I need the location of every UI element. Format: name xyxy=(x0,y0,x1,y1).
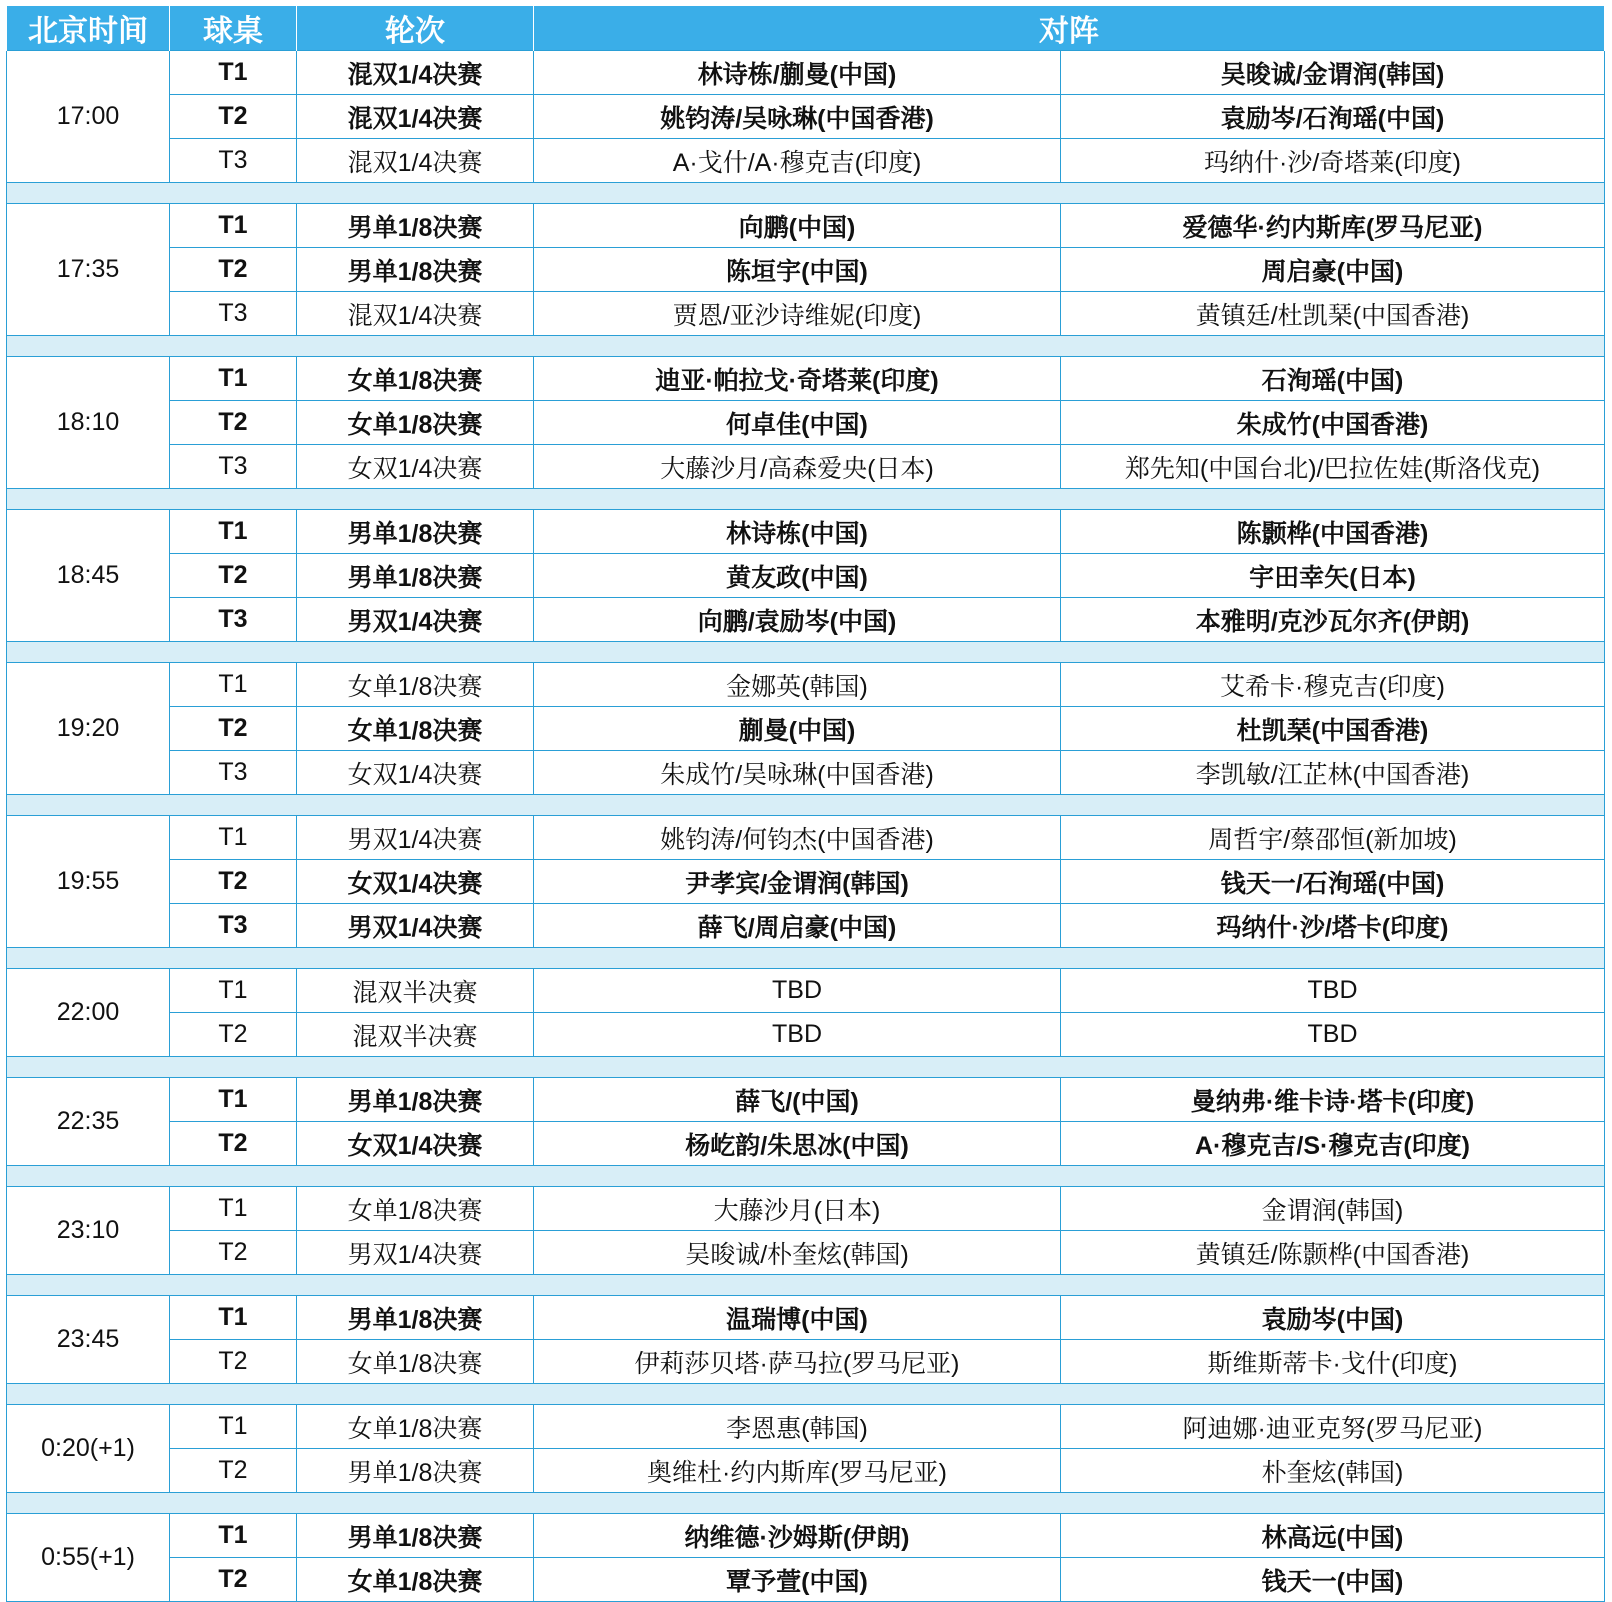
table-cell: T2 xyxy=(170,1122,297,1166)
table-cell: T2 xyxy=(170,95,297,139)
session-separator xyxy=(7,1384,1605,1405)
table-cell: T3 xyxy=(170,292,297,336)
table-cell: T1 xyxy=(170,1296,297,1340)
player1-cell: 姚钧涛/吴咏琳(中国香港) xyxy=(534,95,1061,139)
separator-cell xyxy=(7,1166,1605,1187)
round-cell: 女双1/4决赛 xyxy=(297,751,534,795)
round-cell: 女单1/8决赛 xyxy=(297,357,534,401)
table-row xyxy=(7,860,1605,904)
player2-cell: 周哲宇/蔡邵恒(新加坡) xyxy=(1061,816,1605,860)
separator-cell xyxy=(7,336,1605,357)
round-cell: 混双1/4决赛 xyxy=(297,95,534,139)
player1-cell: 薛飞/(中国) xyxy=(534,1078,1061,1122)
table-row xyxy=(7,707,1605,751)
player1-cell: 纳维德·沙姆斯(伊朗) xyxy=(534,1514,1061,1558)
session-separator xyxy=(7,1493,1605,1514)
player2-cell: 林高远(中国) xyxy=(1061,1514,1605,1558)
session-separator xyxy=(7,642,1605,663)
player1-cell: 朱成竹/吴咏琳(中国香港) xyxy=(534,751,1061,795)
player1-cell: 奥维杜·约内斯库(罗马尼亚) xyxy=(534,1449,1061,1493)
player1-cell: 迪亚·帕拉戈·奇塔莱(印度) xyxy=(534,357,1061,401)
round-cell: 男双1/4决赛 xyxy=(297,816,534,860)
separator-cell xyxy=(7,1057,1605,1078)
round-cell: 混双1/4决赛 xyxy=(297,292,534,336)
table-row xyxy=(7,751,1605,795)
player1-cell: 蒯曼(中国) xyxy=(534,707,1061,751)
round-cell: 男双1/4决赛 xyxy=(297,598,534,642)
table-row xyxy=(7,1449,1605,1493)
table-row xyxy=(7,1558,1605,1602)
separator-cell xyxy=(7,183,1605,204)
separator-cell xyxy=(7,642,1605,663)
session-time: 0:55(+1) xyxy=(7,1514,170,1602)
table-row xyxy=(7,292,1605,336)
session-separator xyxy=(7,1275,1605,1296)
round-cell: 女双1/4决赛 xyxy=(297,1122,534,1166)
table-row xyxy=(7,1405,1605,1449)
table-cell: T1 xyxy=(170,1187,297,1231)
table-row xyxy=(7,1122,1605,1166)
player2-cell: 阿迪娜·迪亚克努(罗马尼亚) xyxy=(1061,1405,1605,1449)
table-cell: T2 xyxy=(170,401,297,445)
player2-cell: TBD xyxy=(1061,969,1605,1013)
player2-cell: TBD xyxy=(1061,1013,1605,1057)
player2-cell: 陈颢桦(中国香港) xyxy=(1061,510,1605,554)
table-row xyxy=(7,1187,1605,1231)
table-row xyxy=(7,1340,1605,1384)
player2-cell: 斯维斯蒂卡·戈什(印度) xyxy=(1061,1340,1605,1384)
table-row xyxy=(7,510,1605,554)
round-cell: 女双1/4决赛 xyxy=(297,445,534,489)
round-cell: 女单1/8决赛 xyxy=(297,1187,534,1231)
table-cell: T1 xyxy=(170,816,297,860)
session-separator xyxy=(7,336,1605,357)
table-cell: T2 xyxy=(170,707,297,751)
session-time: 22:35 xyxy=(7,1078,170,1166)
player1-cell: 向鹏(中国) xyxy=(534,204,1061,248)
player2-cell: 艾希卡·穆克吉(印度) xyxy=(1061,663,1605,707)
table-cell: T3 xyxy=(170,904,297,948)
session-time: 18:10 xyxy=(7,357,170,489)
player2-cell: 朱成竹(中国香港) xyxy=(1061,401,1605,445)
table-cell: T2 xyxy=(170,1013,297,1057)
table-cell: T1 xyxy=(170,1078,297,1122)
table-cell: T3 xyxy=(170,598,297,642)
table-cell: T3 xyxy=(170,751,297,795)
table-row xyxy=(7,1231,1605,1275)
round-cell: 混双半决赛 xyxy=(297,1013,534,1057)
schedule-table xyxy=(6,6,1605,1602)
separator-cell xyxy=(7,1384,1605,1405)
round-cell: 男单1/8决赛 xyxy=(297,1296,534,1340)
header-round: 轮次 xyxy=(297,6,534,51)
player1-cell: 林诗栋(中国) xyxy=(534,510,1061,554)
session-separator xyxy=(7,795,1605,816)
table-cell: T3 xyxy=(170,139,297,183)
player1-cell: 黄友政(中国) xyxy=(534,554,1061,598)
table-row xyxy=(7,598,1605,642)
table-cell: T1 xyxy=(170,51,297,95)
round-cell: 男单1/8决赛 xyxy=(297,554,534,598)
session-time: 17:35 xyxy=(7,204,170,336)
session-time: 18:45 xyxy=(7,510,170,642)
table-cell: T2 xyxy=(170,1449,297,1493)
player1-cell: TBD xyxy=(534,1013,1061,1057)
player2-cell: 郑先知(中国台北)/巴拉佐娃(斯洛伐克) xyxy=(1061,445,1605,489)
table-row xyxy=(7,969,1605,1013)
separator-cell xyxy=(7,795,1605,816)
player2-cell: 黄镇廷/杜凯琹(中国香港) xyxy=(1061,292,1605,336)
round-cell: 女单1/8决赛 xyxy=(297,663,534,707)
round-cell: 男单1/8决赛 xyxy=(297,248,534,292)
table-cell: T1 xyxy=(170,510,297,554)
player2-cell: 周启豪(中国) xyxy=(1061,248,1605,292)
table-row xyxy=(7,1514,1605,1558)
header-matchup: 对阵 xyxy=(534,6,1605,51)
player2-cell: A·穆克吉/S·穆克吉(印度) xyxy=(1061,1122,1605,1166)
table-row xyxy=(7,357,1605,401)
separator-cell xyxy=(7,489,1605,510)
player2-cell: 黄镇廷/陈颢桦(中国香港) xyxy=(1061,1231,1605,1275)
table-row xyxy=(7,904,1605,948)
table-cell: T1 xyxy=(170,663,297,707)
player2-cell: 本雅明/克沙瓦尔齐(伊朗) xyxy=(1061,598,1605,642)
round-cell: 女单1/8决赛 xyxy=(297,401,534,445)
header-beijing-time: 北京时间 xyxy=(7,6,170,51)
round-cell: 混双1/4决赛 xyxy=(297,51,534,95)
round-cell: 男单1/8决赛 xyxy=(297,1078,534,1122)
session-time: 22:00 xyxy=(7,969,170,1057)
player2-cell: 宇田幸矢(日本) xyxy=(1061,554,1605,598)
separator-cell xyxy=(7,1275,1605,1296)
schedule-body xyxy=(7,51,1605,1602)
table-row xyxy=(7,51,1605,95)
player1-cell: 温瑞博(中国) xyxy=(534,1296,1061,1340)
player1-cell: 尹孝宾/金谓润(韩国) xyxy=(534,860,1061,904)
round-cell: 女双1/4决赛 xyxy=(297,860,534,904)
player2-cell: 玛纳什·沙/塔卡(印度) xyxy=(1061,904,1605,948)
table-cell: T1 xyxy=(170,969,297,1013)
table-row xyxy=(7,554,1605,598)
table-cell: T2 xyxy=(170,860,297,904)
session-time: 19:20 xyxy=(7,663,170,795)
player1-cell: 伊莉莎贝塔·萨马拉(罗马尼亚) xyxy=(534,1340,1061,1384)
round-cell: 男单1/8决赛 xyxy=(297,510,534,554)
round-cell: 男单1/8决赛 xyxy=(297,1514,534,1558)
player2-cell: 曼纳弗·维卡诗·塔卡(印度) xyxy=(1061,1078,1605,1122)
table-cell: T1 xyxy=(170,357,297,401)
player1-cell: 向鹏/袁励岑(中国) xyxy=(534,598,1061,642)
table-cell: T3 xyxy=(170,445,297,489)
table-row xyxy=(7,204,1605,248)
player1-cell: 林诗栋/蒯曼(中国) xyxy=(534,51,1061,95)
session-separator xyxy=(7,489,1605,510)
player2-cell: 石洵瑶(中国) xyxy=(1061,357,1605,401)
table-cell: T2 xyxy=(170,1340,297,1384)
table-cell: T1 xyxy=(170,1405,297,1449)
player1-cell: 大藤沙月(日本) xyxy=(534,1187,1061,1231)
session-time: 17:00 xyxy=(7,51,170,183)
session-time: 19:55 xyxy=(7,816,170,948)
player1-cell: 吴晙诚/朴奎炫(韩国) xyxy=(534,1231,1061,1275)
player2-cell: 朴奎炫(韩国) xyxy=(1061,1449,1605,1493)
player2-cell: 吴晙诚/金谓润(韩国) xyxy=(1061,51,1605,95)
player2-cell: 袁励岑(中国) xyxy=(1061,1296,1605,1340)
table-row xyxy=(7,248,1605,292)
schedule-container xyxy=(6,6,1604,1602)
round-cell: 女单1/8决赛 xyxy=(297,1405,534,1449)
player1-cell: TBD xyxy=(534,969,1061,1013)
separator-cell xyxy=(7,948,1605,969)
session-time: 0:20(+1) xyxy=(7,1405,170,1493)
table-cell: T2 xyxy=(170,1558,297,1602)
round-cell: 女单1/8决赛 xyxy=(297,1340,534,1384)
round-cell: 女单1/8决赛 xyxy=(297,1558,534,1602)
player1-cell: 陈垣宇(中国) xyxy=(534,248,1061,292)
table-row xyxy=(7,401,1605,445)
table-row xyxy=(7,139,1605,183)
table-cell: T1 xyxy=(170,1514,297,1558)
session-separator xyxy=(7,948,1605,969)
player1-cell: 金娜英(韩国) xyxy=(534,663,1061,707)
round-cell: 男双1/4决赛 xyxy=(297,904,534,948)
player2-cell: 爱德华·约内斯库(罗马尼亚) xyxy=(1061,204,1605,248)
player2-cell: 李凯敏/江芷林(中国香港) xyxy=(1061,751,1605,795)
table-row xyxy=(7,663,1605,707)
session-separator xyxy=(7,1166,1605,1187)
session-time: 23:45 xyxy=(7,1296,170,1384)
player1-cell: 大藤沙月/高森爱央(日本) xyxy=(534,445,1061,489)
round-cell: 女单1/8决赛 xyxy=(297,707,534,751)
player1-cell: 姚钧涛/何钧杰(中国香港) xyxy=(534,816,1061,860)
player1-cell: 杨屹韵/朱思冰(中国) xyxy=(534,1122,1061,1166)
player1-cell: 覃予萱(中国) xyxy=(534,1558,1061,1602)
table-row xyxy=(7,1078,1605,1122)
session-time: 23:10 xyxy=(7,1187,170,1275)
player2-cell: 杜凯琹(中国香港) xyxy=(1061,707,1605,751)
table-row xyxy=(7,445,1605,489)
table-row xyxy=(7,816,1605,860)
player1-cell: A·戈什/A·穆克吉(印度) xyxy=(534,139,1061,183)
player2-cell: 金谓润(韩国) xyxy=(1061,1187,1605,1231)
player1-cell: 贾恩/亚沙诗维妮(印度) xyxy=(534,292,1061,336)
separator-cell xyxy=(7,1493,1605,1514)
table-row xyxy=(7,1013,1605,1057)
table-cell: T1 xyxy=(170,204,297,248)
table-row xyxy=(7,1296,1605,1340)
table-cell: T2 xyxy=(170,248,297,292)
player2-cell: 钱天一/石洵瑶(中国) xyxy=(1061,860,1605,904)
player1-cell: 李恩惠(韩国) xyxy=(534,1405,1061,1449)
round-cell: 混双1/4决赛 xyxy=(297,139,534,183)
player2-cell: 玛纳什·沙/奇塔莱(印度) xyxy=(1061,139,1605,183)
player2-cell: 钱天一(中国) xyxy=(1061,1558,1605,1602)
round-cell: 混双半决赛 xyxy=(297,969,534,1013)
session-separator xyxy=(7,1057,1605,1078)
session-separator xyxy=(7,183,1605,204)
round-cell: 男单1/8决赛 xyxy=(297,1449,534,1493)
header-row xyxy=(7,6,1605,51)
header-table: 球桌 xyxy=(170,6,297,51)
table-row xyxy=(7,95,1605,139)
round-cell: 男单1/8决赛 xyxy=(297,204,534,248)
player1-cell: 薛飞/周启豪(中国) xyxy=(534,904,1061,948)
player1-cell: 何卓佳(中国) xyxy=(534,401,1061,445)
round-cell: 男双1/4决赛 xyxy=(297,1231,534,1275)
table-cell: T2 xyxy=(170,1231,297,1275)
table-cell: T2 xyxy=(170,554,297,598)
player2-cell: 袁励岑/石洵瑶(中国) xyxy=(1061,95,1605,139)
